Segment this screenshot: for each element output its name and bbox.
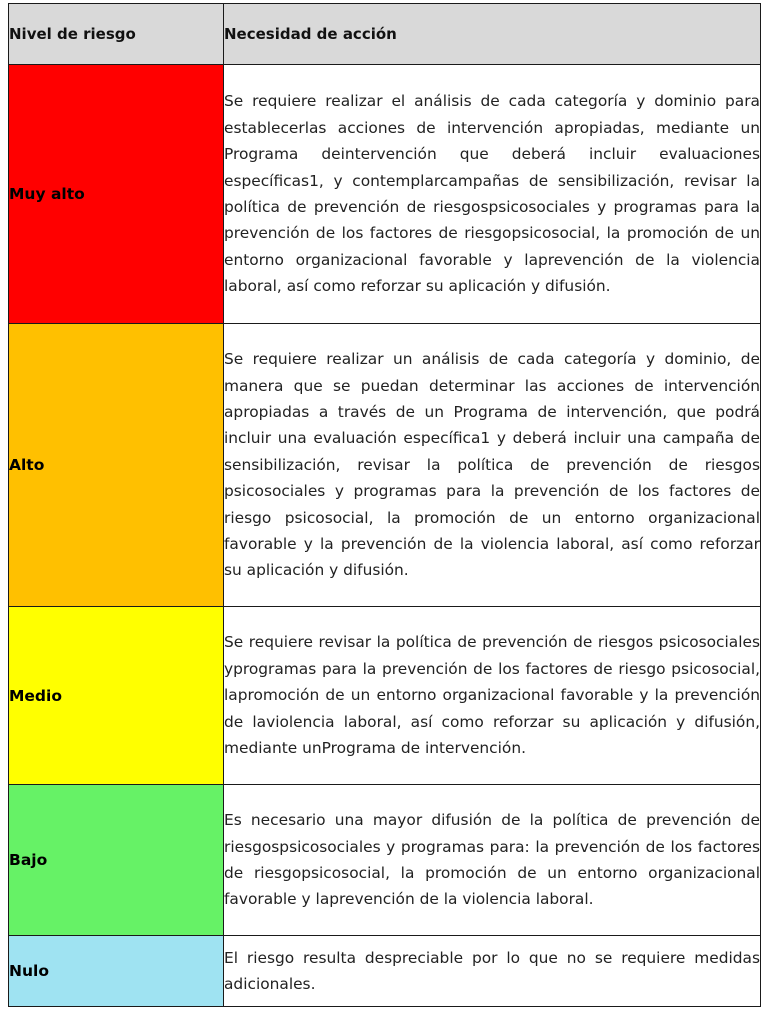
table-row	[9, 607, 761, 785]
risk-level-cell: Muy alto	[9, 65, 224, 324]
action-cell: Es necesario una mayor difusión de la política de prevención de riesgospsicosociales y programas para: la prevención de los factores de riesgopsicosocial, la promoción de un entorno organizacional favorable y laprevención de la violencia laboral.	[224, 785, 761, 936]
risk-level-cell: Alto	[9, 324, 224, 607]
risk-level-cell: Nulo	[9, 936, 224, 1007]
table-header-row	[9, 4, 761, 65]
action-cell: Se requiere revisar la política de prevención de riesgos psicosociales yprogramas para la prevención de los factores de riesgo psicosocial, lapromoción de un entorno organizacional favorable y la prevención de laviolencia laboral, así como reforzar su aplicación y difusión, mediante unPrograma de intervención.	[224, 607, 761, 785]
risk-level-table	[8, 3, 761, 1007]
table-row	[9, 65, 761, 324]
table-row	[9, 785, 761, 936]
action-cell: El riesgo resulta despreciable por lo que no se requiere medidas adicionales.	[224, 936, 761, 1007]
table-row	[9, 324, 761, 607]
action-cell: Se requiere realizar el análisis de cada categoría y dominio para establecerlas acciones de intervención apropiadas, mediante un Programa deintervención que deberá incluir evaluaciones específicas1, y contemplarcampañas de sensibilización, revisar la política de prevención de riesgospsicosociales y programas para la prevención de los factores de riesgopsicosocial, la promoción de un entorno organizacional favorable y laprevención de la violencia laboral, así como reforzar su aplicación y difusión.	[224, 65, 761, 324]
header-nivel-de-riesgo: Nivel de riesgo	[9, 4, 224, 65]
table-row	[9, 936, 761, 1007]
action-cell: Se requiere realizar un análisis de cada categoría y dominio, de manera que se puedan determinar las acciones de intervención apropiadas a través de un Programa de intervención, que podrá incluir una evaluación específica1 y deberá incluir una campaña de sensibilización, revisar la política de prevención de riesgos psicosociales y programas para la prevención de los factores de riesgo psicosocial, la promoción de un entorno organizacional favorable y la prevención de la violencia laboral, así como reforzar su aplicación y difusión.	[224, 324, 761, 607]
risk-level-cell: Medio	[9, 607, 224, 785]
risk-level-cell: Bajo	[9, 785, 224, 936]
header-necesidad-de-accion: Necesidad de acción	[224, 4, 761, 65]
